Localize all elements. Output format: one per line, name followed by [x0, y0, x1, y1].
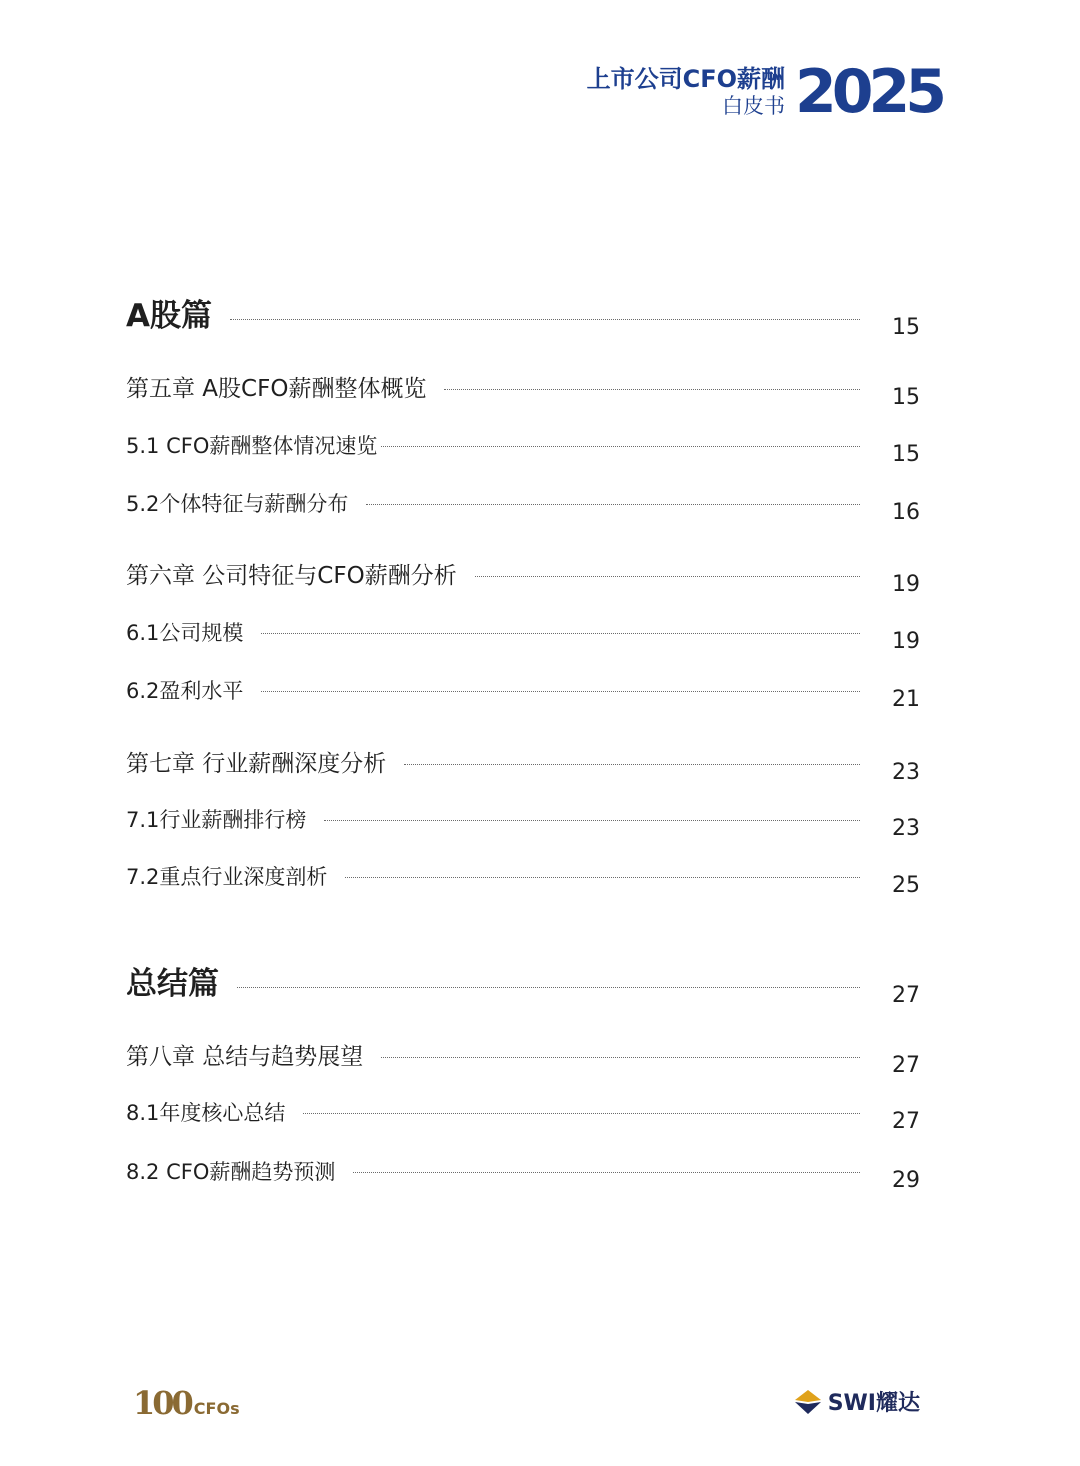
toc-leader [381, 446, 860, 447]
toc-leader [237, 987, 860, 988]
toc-label: 第七章 行业薪酬深度分析 [126, 751, 387, 777]
toc-entry-chapter-7[interactable] [126, 745, 920, 785]
toc-page-number: 27 [892, 1053, 920, 1078]
toc-page-number: 23 [892, 816, 920, 841]
toc-page-number: 19 [892, 629, 920, 654]
toc-entry-section-7-2[interactable] [126, 861, 920, 898]
toc-entry-section-5-1[interactable] [126, 430, 920, 467]
toc-entry-chapter-8[interactable] [126, 1038, 920, 1078]
toc-leader [261, 691, 860, 692]
toc-entry-part-summary[interactable] [126, 958, 920, 1008]
report-title: 上市公司CFO薪酬 [586, 65, 785, 94]
toc-leader [475, 576, 860, 577]
toc-label: 第六章 公司特征与CFO薪酬分析 [126, 563, 457, 589]
swi-logo [794, 1386, 920, 1417]
toc-label: A股篇 [126, 298, 212, 334]
toc-label: 第八章 总结与趋势展望 [126, 1044, 364, 1070]
toc-label: 6.1公司规模 [126, 621, 244, 645]
toc-leader [444, 389, 860, 390]
logo-number: 100 [133, 1384, 191, 1422]
toc-page-number: 15 [892, 385, 920, 410]
toc-label: 7.2重点行业深度剖析 [126, 865, 328, 889]
toc-entry-part-a-shares[interactable] [126, 290, 920, 340]
toc-page-number: 21 [892, 687, 920, 712]
logo-text: CFOs [193, 1399, 240, 1418]
toc-page-number: 19 [892, 572, 920, 597]
100-cfos-logo [133, 1384, 240, 1422]
toc-entry-chapter-5[interactable] [126, 370, 920, 410]
toc-page-number: 15 [892, 442, 920, 467]
report-brand [586, 57, 942, 127]
toc-entry-section-8-2[interactable] [126, 1156, 920, 1193]
toc-label: 5.1 CFO薪酬整体情况速览 [126, 434, 378, 458]
toc-label: 第五章 A股CFO薪酬整体概览 [126, 376, 427, 402]
swi-logo-text: SWI耀达 [827, 1391, 920, 1416]
toc-entry-section-6-2[interactable] [126, 675, 920, 712]
toc-entry-section-6-1[interactable] [126, 617, 920, 654]
toc-leader [324, 820, 860, 821]
toc-label: 5.2个体特征与薪酬分布 [126, 492, 349, 516]
toc-page-number: 16 [892, 500, 920, 525]
toc-label: 总结篇 [126, 966, 219, 1002]
toc-entry-section-7-1[interactable] [126, 804, 920, 841]
toc-leader [353, 1172, 860, 1173]
toc-label: 8.2 CFO薪酬趋势预测 [126, 1160, 336, 1184]
swi-diamond-icon [794, 1389, 822, 1415]
toc-leader [261, 633, 860, 634]
toc-leader [303, 1113, 860, 1114]
toc-page-number: 27 [892, 983, 920, 1008]
toc-page-number: 25 [892, 873, 920, 898]
toc-leader [404, 764, 860, 765]
toc-leader [366, 504, 860, 505]
toc-entry-section-5-2[interactable] [126, 488, 920, 525]
report-subtitle: 白皮书 [722, 93, 785, 118]
toc-leader [345, 877, 860, 878]
toc-page-number: 23 [892, 760, 920, 785]
toc-label: 7.1行业薪酬排行榜 [126, 808, 307, 832]
toc-entry-section-8-1[interactable] [126, 1097, 920, 1134]
toc-page-number: 27 [892, 1109, 920, 1134]
report-year: 2025 [795, 57, 942, 127]
toc-label: 8.1年度核心总结 [126, 1101, 286, 1125]
toc-label: 6.2盈利水平 [126, 679, 244, 703]
toc-entry-chapter-6[interactable] [126, 557, 920, 597]
toc-leader [230, 319, 860, 320]
toc-leader [381, 1057, 860, 1058]
toc-page-number: 15 [892, 315, 920, 340]
brand-text [587, 66, 785, 117]
toc-page-number: 29 [892, 1168, 920, 1193]
